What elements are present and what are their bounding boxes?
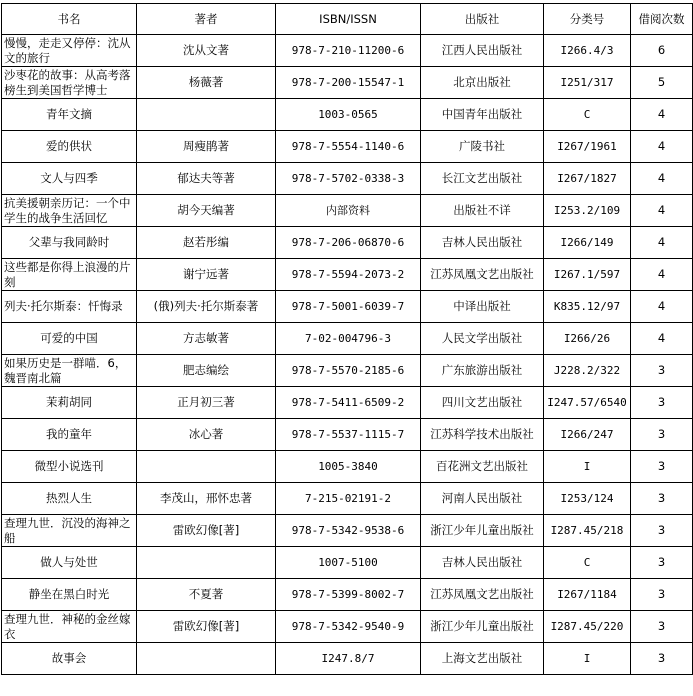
header-borrow-count: 借阅次数 bbox=[631, 4, 693, 35]
cell-publisher: 浙江少年儿童出版社 bbox=[421, 611, 544, 643]
cell-isbn: 978-7-5342-9540-9 bbox=[276, 611, 421, 643]
cell-title: 沙枣花的故事：从高考落榜生到美国哲学博士 bbox=[2, 67, 137, 99]
table-row bbox=[2, 419, 693, 451]
cell-author bbox=[137, 547, 276, 579]
cell-class-number: I247.57/6540 bbox=[544, 387, 631, 419]
cell-title: 可爱的中国 bbox=[2, 323, 137, 355]
table-row bbox=[2, 67, 693, 99]
cell-class-number: I253/124 bbox=[544, 483, 631, 515]
cell-title: 文人与四季 bbox=[2, 163, 137, 195]
cell-borrow-count: 3 bbox=[631, 547, 693, 579]
cell-class-number: I267.1/597 bbox=[544, 259, 631, 291]
cell-title: 如果历史是一群喵．6，魏晋南北篇 bbox=[2, 355, 137, 387]
cell-class-number: I266/149 bbox=[544, 227, 631, 259]
cell-author: 正月初三著 bbox=[137, 387, 276, 419]
cell-publisher: 江苏凤凰文艺出版社 bbox=[421, 579, 544, 611]
table-row bbox=[2, 227, 693, 259]
cell-isbn: 978-7-5570-2185-6 bbox=[276, 355, 421, 387]
cell-borrow-count: 4 bbox=[631, 227, 693, 259]
cell-borrow-count: 4 bbox=[631, 99, 693, 131]
table-row bbox=[2, 611, 693, 643]
cell-borrow-count: 3 bbox=[631, 387, 693, 419]
cell-publisher: 江苏科学技术出版社 bbox=[421, 419, 544, 451]
cell-class-number: I266/247 bbox=[544, 419, 631, 451]
cell-author: 冰心著 bbox=[137, 419, 276, 451]
header-title: 书名 bbox=[2, 4, 137, 35]
cell-title: 这些都是你得上浪漫的片刻 bbox=[2, 259, 137, 291]
cell-publisher: 出版社不详 bbox=[421, 195, 544, 227]
cell-borrow-count: 3 bbox=[631, 355, 693, 387]
cell-author bbox=[137, 643, 276, 675]
cell-class-number: I267/1827 bbox=[544, 163, 631, 195]
cell-isbn: 978-7-5554-1140-6 bbox=[276, 131, 421, 163]
cell-publisher: 四川文艺出版社 bbox=[421, 387, 544, 419]
table-row bbox=[2, 451, 693, 483]
table-row bbox=[2, 259, 693, 291]
table-row bbox=[2, 323, 693, 355]
cell-isbn: 978-7-5702-0338-3 bbox=[276, 163, 421, 195]
cell-isbn: 978-7-5001-6039-7 bbox=[276, 291, 421, 323]
cell-borrow-count: 3 bbox=[631, 515, 693, 547]
cell-author: 雷欧幻像[著] bbox=[137, 611, 276, 643]
table-row bbox=[2, 387, 693, 419]
borrow-ranking-table bbox=[1, 3, 693, 675]
cell-author: 沈从文著 bbox=[137, 35, 276, 67]
cell-borrow-count: 3 bbox=[631, 643, 693, 675]
cell-author: 雷欧幻像[著] bbox=[137, 515, 276, 547]
cell-author: 李茂山，邢怀忠著 bbox=[137, 483, 276, 515]
table-row bbox=[2, 99, 693, 131]
cell-title: 微型小说选刊 bbox=[2, 451, 137, 483]
cell-class-number: I267/1961 bbox=[544, 131, 631, 163]
cell-author: 杨薇著 bbox=[137, 67, 276, 99]
cell-publisher: 北京出版社 bbox=[421, 67, 544, 99]
cell-class-number: I266/26 bbox=[544, 323, 631, 355]
table-row bbox=[2, 643, 693, 675]
cell-title: 父辈与我同龄时 bbox=[2, 227, 137, 259]
cell-title: 爱的供状 bbox=[2, 131, 137, 163]
cell-borrow-count: 5 bbox=[631, 67, 693, 99]
cell-isbn: I247.8/7 bbox=[276, 643, 421, 675]
cell-isbn: 978-7-5342-9538-6 bbox=[276, 515, 421, 547]
cell-title: 查理九世．沉没的海神之船 bbox=[2, 515, 137, 547]
header-author: 著者 bbox=[137, 4, 276, 35]
cell-class-number: I266.4/3 bbox=[544, 35, 631, 67]
cell-title: 青年文摘 bbox=[2, 99, 137, 131]
cell-title: 茉莉胡同 bbox=[2, 387, 137, 419]
cell-publisher: 广东旅游出版社 bbox=[421, 355, 544, 387]
cell-class-number: I267/1184 bbox=[544, 579, 631, 611]
cell-borrow-count: 3 bbox=[631, 419, 693, 451]
header-publisher: 出版社 bbox=[421, 4, 544, 35]
cell-borrow-count: 4 bbox=[631, 131, 693, 163]
cell-publisher: 人民文学出版社 bbox=[421, 323, 544, 355]
cell-borrow-count: 4 bbox=[631, 323, 693, 355]
cell-title: 热烈人生 bbox=[2, 483, 137, 515]
cell-borrow-count: 4 bbox=[631, 163, 693, 195]
cell-class-number: J228.2/322 bbox=[544, 355, 631, 387]
cell-class-number: I bbox=[544, 451, 631, 483]
table-row bbox=[2, 163, 693, 195]
cell-publisher: 河南人民出版社 bbox=[421, 483, 544, 515]
cell-isbn: 内部资料 bbox=[276, 195, 421, 227]
cell-class-number: K835.12/97 bbox=[544, 291, 631, 323]
cell-class-number: I253.2/109 bbox=[544, 195, 631, 227]
cell-class-number: I287.45/218 bbox=[544, 515, 631, 547]
cell-class-number: C bbox=[544, 99, 631, 131]
cell-borrow-count: 3 bbox=[631, 611, 693, 643]
cell-isbn: 978-7-210-11200-6 bbox=[276, 35, 421, 67]
cell-author bbox=[137, 451, 276, 483]
cell-title: 慢慢，走走又停停：沈从文的旅行 bbox=[2, 35, 137, 67]
cell-author: 郁达夫等著 bbox=[137, 163, 276, 195]
cell-publisher: 浙江少年儿童出版社 bbox=[421, 515, 544, 547]
cell-author: 谢宁远著 bbox=[137, 259, 276, 291]
cell-author: 胡今天编著 bbox=[137, 195, 276, 227]
cell-isbn: 1003-0565 bbox=[276, 99, 421, 131]
cell-isbn: 978-7-206-06870-6 bbox=[276, 227, 421, 259]
table-row bbox=[2, 131, 693, 163]
cell-isbn: 1007-5100 bbox=[276, 547, 421, 579]
cell-author: 肥志编绘 bbox=[137, 355, 276, 387]
cell-publisher: 中译出版社 bbox=[421, 291, 544, 323]
cell-publisher: 上海文艺出版社 bbox=[421, 643, 544, 675]
cell-publisher: 中国青年出版社 bbox=[421, 99, 544, 131]
cell-title: 列夫·托尔斯泰：忏悔录 bbox=[2, 291, 137, 323]
cell-author: 赵若彤编 bbox=[137, 227, 276, 259]
cell-isbn: 1005-3840 bbox=[276, 451, 421, 483]
cell-author: 不夏著 bbox=[137, 579, 276, 611]
cell-publisher: 吉林人民出版社 bbox=[421, 227, 544, 259]
cell-title: 做人与处世 bbox=[2, 547, 137, 579]
table-row bbox=[2, 355, 693, 387]
cell-borrow-count: 6 bbox=[631, 35, 693, 67]
table-row bbox=[2, 35, 693, 67]
table-row bbox=[2, 579, 693, 611]
cell-title: 静坐在黑白时光 bbox=[2, 579, 137, 611]
table-row bbox=[2, 483, 693, 515]
table-row bbox=[2, 291, 693, 323]
table-row bbox=[2, 515, 693, 547]
header-isbn: ISBN/ISSN bbox=[276, 4, 421, 35]
cell-isbn: 978-7-5411-6509-2 bbox=[276, 387, 421, 419]
cell-borrow-count: 3 bbox=[631, 451, 693, 483]
cell-title: 查理九世．神秘的金丝嫁衣 bbox=[2, 611, 137, 643]
cell-isbn: 978-7-5399-8002-7 bbox=[276, 579, 421, 611]
cell-author: 方志敏著 bbox=[137, 323, 276, 355]
cell-author: 周瘦鹃著 bbox=[137, 131, 276, 163]
cell-author: (俄)列夫·托尔斯泰著 bbox=[137, 291, 276, 323]
cell-publisher: 江苏凤凰文艺出版社 bbox=[421, 259, 544, 291]
cell-isbn: 7-02-004796-3 bbox=[276, 323, 421, 355]
cell-title: 故事会 bbox=[2, 643, 137, 675]
cell-publisher: 长江文艺出版社 bbox=[421, 163, 544, 195]
cell-borrow-count: 3 bbox=[631, 483, 693, 515]
cell-isbn: 978-7-200-15547-1 bbox=[276, 67, 421, 99]
cell-class-number: I287.45/220 bbox=[544, 611, 631, 643]
cell-isbn: 978-7-5594-2073-2 bbox=[276, 259, 421, 291]
table-row bbox=[2, 195, 693, 227]
cell-title: 抗美援朝亲历记：一个中学生的战争生活回忆 bbox=[2, 195, 137, 227]
cell-class-number: I bbox=[544, 643, 631, 675]
cell-borrow-count: 3 bbox=[631, 579, 693, 611]
cell-borrow-count: 4 bbox=[631, 195, 693, 227]
header-class-number: 分类号 bbox=[544, 4, 631, 35]
cell-isbn: 978-7-5537-1115-7 bbox=[276, 419, 421, 451]
cell-publisher: 吉林人民出版社 bbox=[421, 547, 544, 579]
cell-class-number: I251/317 bbox=[544, 67, 631, 99]
cell-publisher: 广陵书社 bbox=[421, 131, 544, 163]
cell-isbn: 7-215-02191-2 bbox=[276, 483, 421, 515]
cell-title: 我的童年 bbox=[2, 419, 137, 451]
cell-publisher: 江西人民出版社 bbox=[421, 35, 544, 67]
cell-author bbox=[137, 99, 276, 131]
cell-class-number: C bbox=[544, 547, 631, 579]
cell-borrow-count: 4 bbox=[631, 291, 693, 323]
header-row bbox=[2, 4, 693, 35]
table-row bbox=[2, 547, 693, 579]
cell-borrow-count: 4 bbox=[631, 259, 693, 291]
cell-publisher: 百花洲文艺出版社 bbox=[421, 451, 544, 483]
